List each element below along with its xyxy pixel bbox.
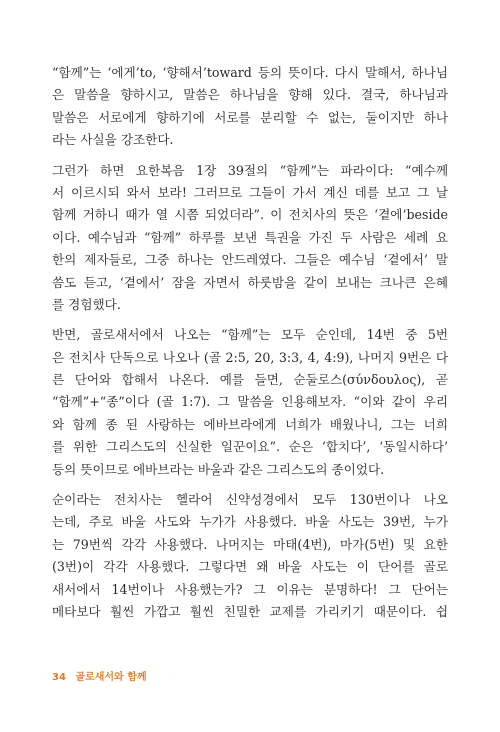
text-line: (3번)이 각각 사용했다. 그렇다면 왜 바울 사도는 이 단어를 골로 xyxy=(52,559,448,575)
text-line: 라는 사실을 강조한다. xyxy=(52,132,174,148)
text-line: 말씀은 서로에게 향하기에 서로를 분리할 수 없는, 둘이지만 하나 xyxy=(52,109,448,125)
text-line: 새서에서 14번이나 사용했는가? 그 이유는 분명하다! 그 단어는 xyxy=(52,581,448,597)
text-line: 이다. 예수님과 “함께” 하루를 보낸 특권을 가진 두 사람은 세례 요 xyxy=(52,229,448,245)
text-line: 와 함께 종 된 사랑하는 에바브라에게 너희가 배웠나니, 그는 너희 xyxy=(52,416,448,432)
text-line: 순이라는 전치사는 헬라어 신약성경에서 모두 130번이나 나오 xyxy=(52,492,448,508)
text-line: “함께”는 ‘에게’to, ‘향해서’toward 등의 뜻이다. 다시 말해서, 하나님 xyxy=(52,65,448,80)
running-title: 골로새서와 함께 xyxy=(75,672,147,683)
text-line: 한의 제자들로, 그중 하나는 안드레였다. 그들은 예수님 ‘곁에서’ 말 xyxy=(52,252,448,268)
paragraph-3 xyxy=(52,324,448,481)
text-line: 를 경험했다. xyxy=(52,296,121,312)
body-text xyxy=(52,62,448,623)
page-number: 34 xyxy=(52,672,66,683)
text-line: 등의 뜻이므로 에바브라는 바울과 같은 그리스도의 종이었다. xyxy=(52,461,385,477)
paragraph-2 xyxy=(52,160,448,317)
text-line: 를 위한 그리스도의 신실한 일꾼이요”. 순은 ‘합치다’, ‘동일시하다’ xyxy=(52,439,448,455)
text-line: 씀도 듣고, ‘곁에서’ 잠을 자면서 하룻밤을 같이 보내는 크나큰 은혜 xyxy=(52,274,448,290)
paragraph-1 xyxy=(52,62,448,152)
text-line: 함께 거하니 때가 열 시쯤 되었더라”. 이 전치사의 뜻은 ‘곁에’beside xyxy=(52,207,448,223)
text-line: 메타보다 훨씬 가깝고 훨씬 친밀한 교제를 가리키기 때문이다. 쉽 xyxy=(52,603,448,619)
text-line: 는데, 주로 바울 사도와 누가가 사용했다. 바울 사도는 39번, 누가 xyxy=(52,514,448,530)
text-line: 른 단어와 합해서 나온다. 예를 들면, 순둘로스(σύνδουλος), 곧 xyxy=(52,372,448,388)
text-line: 서 이르시되 와서 보라! 그러므로 그들이 가서 계신 데를 보고 그 날 xyxy=(52,184,448,200)
text-line: 는 79번씩 각각 사용했다. 나머지는 마태(4번), 마가(5번) 및 요한 xyxy=(52,536,448,552)
paragraph-4 xyxy=(52,489,448,623)
text-line: “함께”+“종”이다 (골 1:7). 그 말씀을 인용해보자. “이와 같이 우리 xyxy=(52,394,448,410)
page-footer xyxy=(52,668,147,683)
text-line: 그런가 하면 요한복음 1장 39절의 “함께”는 파라이다: “예수께 xyxy=(52,162,448,178)
text-line: 반면, 골로새서에서 나오는 “함께”는 모두 순인데, 14번 중 5번 xyxy=(52,327,448,343)
text-line: 은 말씀을 향하시고, 말씀은 하나님을 향해 있다. 결국, 하나님과 xyxy=(52,87,448,103)
text-line: 은 전치사 단독으로 나오나 (골 2:5, 20, 3:3, 4, 4:9), 나머지 9번은 다 xyxy=(52,349,448,365)
